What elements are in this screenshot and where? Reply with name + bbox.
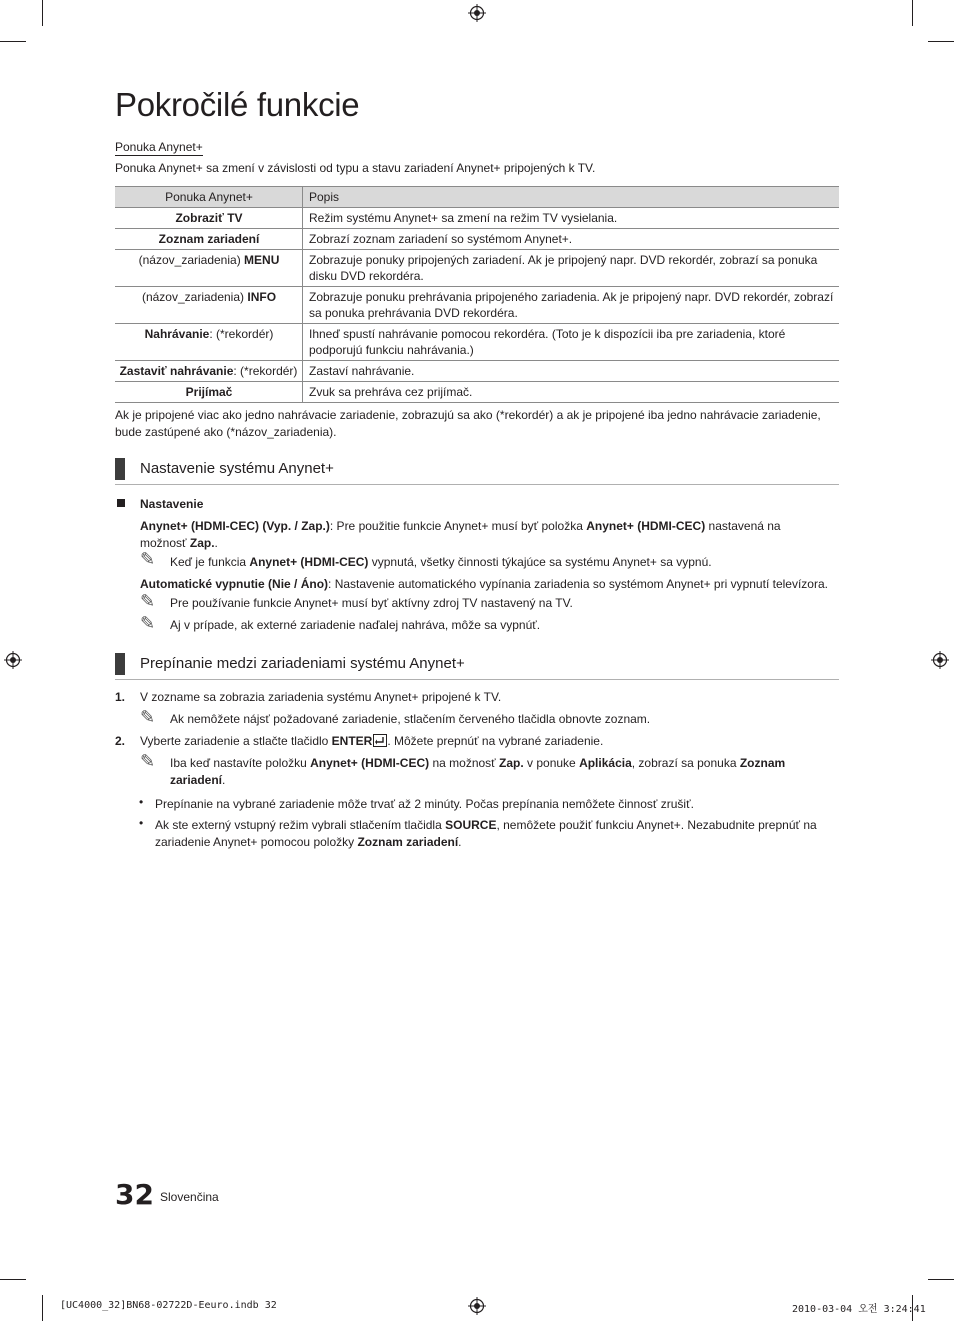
menu-item-cell xyxy=(115,382,303,403)
table-row xyxy=(115,250,839,287)
page-language: Slovenčina xyxy=(160,1190,219,1204)
text-span: nastavená na možnosť xyxy=(140,519,781,550)
crop-mark xyxy=(928,1279,954,1280)
menu-item-name: Zoznam zariadení xyxy=(158,232,260,246)
column-header: Ponuka Anynet+ xyxy=(115,187,303,208)
menu-item-suffix: : (*rekordér) xyxy=(209,327,274,341)
step-text xyxy=(140,733,603,750)
text-span: Ak ste externý vstupný režim vybrali stlačením tlačidla xyxy=(155,818,446,832)
setting-paragraph xyxy=(140,576,839,593)
section-bar xyxy=(115,458,125,480)
text-span: . Môžete prepnúť na vybrané zariadenie. xyxy=(387,734,604,748)
crop-mark xyxy=(928,41,954,42)
text-span: , nemôžete použiť funkciu Anynet+. Nezabudnite prepnúť na zariadenie Anynet+ pomocou položky xyxy=(155,818,817,849)
description-cell: Zobrazuje ponuku prehrávania pripojeného zariadenia. Ak je pripojený napr. DVD rekordér, zobrazí sa ponuka prehrávania DVD rekordéra. xyxy=(303,287,840,324)
note-text xyxy=(170,554,830,571)
note-icon: ✎ xyxy=(140,549,156,569)
menu-item-cell xyxy=(115,208,303,229)
section-heading xyxy=(115,456,839,485)
page-title: Pokročilé funkcie xyxy=(115,86,360,123)
crop-mark xyxy=(42,1295,43,1321)
bold-term: Zap. xyxy=(189,536,215,550)
table-row xyxy=(115,287,839,324)
description-cell: Ihneď spustí nahrávanie pomocou rekordéra. (Toto je k dispozícii iba pre zariadenia, ktoré podporujú funkciu nahrávania.) xyxy=(303,324,840,361)
menu-item-cell xyxy=(115,229,303,250)
crop-mark xyxy=(912,0,913,26)
menu-item-name: INFO xyxy=(247,290,277,304)
menu-item-prefix: (názov_zariadenia) xyxy=(138,253,245,267)
note-text: Aj v prípade, ak externé zariadenie naďalej nahráva, môže sa vypnúť. xyxy=(170,618,541,632)
after-table-text: Ak je pripojené viac ako jedno nahrávacie zariadenie, zobrazujú sa ako (*rekordér) a ak je pripojené iba jedno nahrávacie zariadenie, bude zastúpené ako (*názov_zariadenia). xyxy=(115,408,821,439)
bold-term: Zap. xyxy=(499,756,524,770)
intro-text: Ponuka Anynet+ sa zmení v závislosti od typu a stavu zariadení Anynet+ pripojených k TV. xyxy=(115,161,596,175)
menu-item-name: Prijímač xyxy=(185,385,233,399)
bold-term: Anynet+ (HDMI-CEC) xyxy=(586,519,706,533)
text-span: . xyxy=(458,835,462,849)
crop-mark xyxy=(0,41,26,42)
bold-term: Zoznam zariadení xyxy=(357,835,459,849)
menu-item-name: Zobraziť TV xyxy=(175,211,243,225)
text-span: na možnosť xyxy=(429,756,500,770)
crop-mark xyxy=(42,0,43,26)
bold-term: ENTER xyxy=(331,734,373,748)
note-text: Ak nemôžete nájsť požadované zariadenie, stlačením červeného tlačidla obnovte zoznam. xyxy=(170,712,651,726)
text-span: , zobrazí sa ponuka xyxy=(631,756,740,770)
note-text: Pre používanie funkcie Anynet+ musí byť aktívny zdroj TV nastavený na TV. xyxy=(170,596,573,610)
section-bar xyxy=(115,653,125,675)
note-icon: ✎ xyxy=(140,591,156,611)
menu-item-name: MENU xyxy=(244,253,280,267)
section-title: Prepínanie medzi zariadeniami systému Anynet+ xyxy=(140,655,465,672)
print-footer-left: [UC4000_32]BN68-02722D-Eeuro.indb 32 xyxy=(60,1300,277,1311)
bullet-text xyxy=(155,817,841,851)
note-icon: ✎ xyxy=(140,613,156,633)
text-span: Keď je funkcia xyxy=(170,555,250,569)
setting-paragraph xyxy=(140,518,830,552)
menu-item-cell xyxy=(115,361,303,382)
text-span: : Nastavenie automatického vypínania zariadenia so systémom Anynet+ pri vypnutí televízora. xyxy=(328,577,828,591)
description-cell: Zobrazí zoznam zariadení so systémom Anynet+. xyxy=(303,229,840,250)
bullet-icon: • xyxy=(139,795,144,809)
description-cell: Zvuk sa prehráva cez prijímač. xyxy=(303,382,840,403)
table-row xyxy=(115,208,839,229)
text-span: Vyberte zariadenie a stlačte tlačidlo xyxy=(140,734,332,748)
note-text xyxy=(170,755,835,789)
menu-item-suffix: : (*rekordér) xyxy=(233,364,298,378)
table-row xyxy=(115,361,839,382)
text-span: vypnutá, všetky činnosti týkajúce sa systému Anynet+ sa vypnú. xyxy=(368,555,712,569)
step-number: 2. xyxy=(115,734,126,748)
text-span: v ponuke xyxy=(523,756,580,770)
table-row xyxy=(115,324,839,361)
menu-label: Ponuka Anynet+ xyxy=(115,140,203,154)
bold-term: Anynet+ (HDMI-CEC) xyxy=(310,756,430,770)
section-heading xyxy=(115,651,839,680)
table-row xyxy=(115,229,839,250)
step-text: V zozname sa zobrazia zariadenia systému Anynet+ pripojené k TV. xyxy=(140,690,502,704)
section-title: Nastavenie systému Anynet+ xyxy=(140,460,334,477)
bold-term: Aplikácia xyxy=(579,756,632,770)
enter-key-icon xyxy=(373,734,387,747)
bold-term: Anynet+ (HDMI-CEC) (Vyp. / Zap.) xyxy=(140,519,330,533)
bold-term: Automatické vypnutie (Nie / Áno) xyxy=(140,577,329,591)
text-span: . xyxy=(214,536,218,550)
description-cell: Zastaví nahrávanie. xyxy=(303,361,840,382)
registration-mark-icon xyxy=(468,1297,486,1315)
note-icon: ✎ xyxy=(140,707,156,727)
bold-term: Zoznam zariadení xyxy=(170,756,786,787)
note-icon: ✎ xyxy=(140,751,156,771)
print-footer-right: 2010-03-04 오전 3:24:41 xyxy=(792,1304,926,1315)
menu-item-prefix: (názov_zariadenia) xyxy=(141,290,248,304)
menu-item-name: Nahrávanie xyxy=(144,327,210,341)
table-header-row xyxy=(115,187,839,208)
registration-mark-icon xyxy=(931,651,949,669)
bullet-icon: • xyxy=(139,816,144,830)
registration-mark-icon xyxy=(4,651,22,669)
square-bullet-icon xyxy=(117,499,125,507)
text-span: Iba keď nastavíte položku xyxy=(170,756,311,770)
crop-mark xyxy=(0,1279,26,1280)
text-span: . xyxy=(222,773,226,787)
bold-term: SOURCE xyxy=(445,818,497,832)
text-span: : Pre použitie funkcie Anynet+ musí byť položka xyxy=(329,519,587,533)
page-number: 32 xyxy=(115,1178,154,1211)
column-header: Popis xyxy=(303,187,840,208)
setting-item-title: Nastavenie xyxy=(140,497,204,511)
registration-mark-icon xyxy=(468,4,486,22)
bullet-text: Prepínanie na vybrané zariadenie môže trvať až 2 minúty. Počas prepínania nemôžete činnosť zrušiť. xyxy=(155,797,694,811)
menu-item-cell xyxy=(115,287,303,324)
anynet-menu-table xyxy=(115,186,839,403)
table-row xyxy=(115,382,839,403)
menu-item-cell xyxy=(115,250,303,287)
step-number: 1. xyxy=(115,690,126,704)
menu-item-name: Zastaviť nahrávanie xyxy=(119,364,234,378)
description-cell: Zobrazuje ponuky pripojených zariadení. Ak je pripojený napr. DVD rekordér, zobrazí sa ponuka disku DVD rekordéra. xyxy=(303,250,840,287)
bold-term: Anynet+ (HDMI-CEC) xyxy=(249,555,369,569)
menu-item-cell xyxy=(115,324,303,361)
description-cell: Režim systému Anynet+ sa zmení na režim TV vysielania. xyxy=(303,208,840,229)
